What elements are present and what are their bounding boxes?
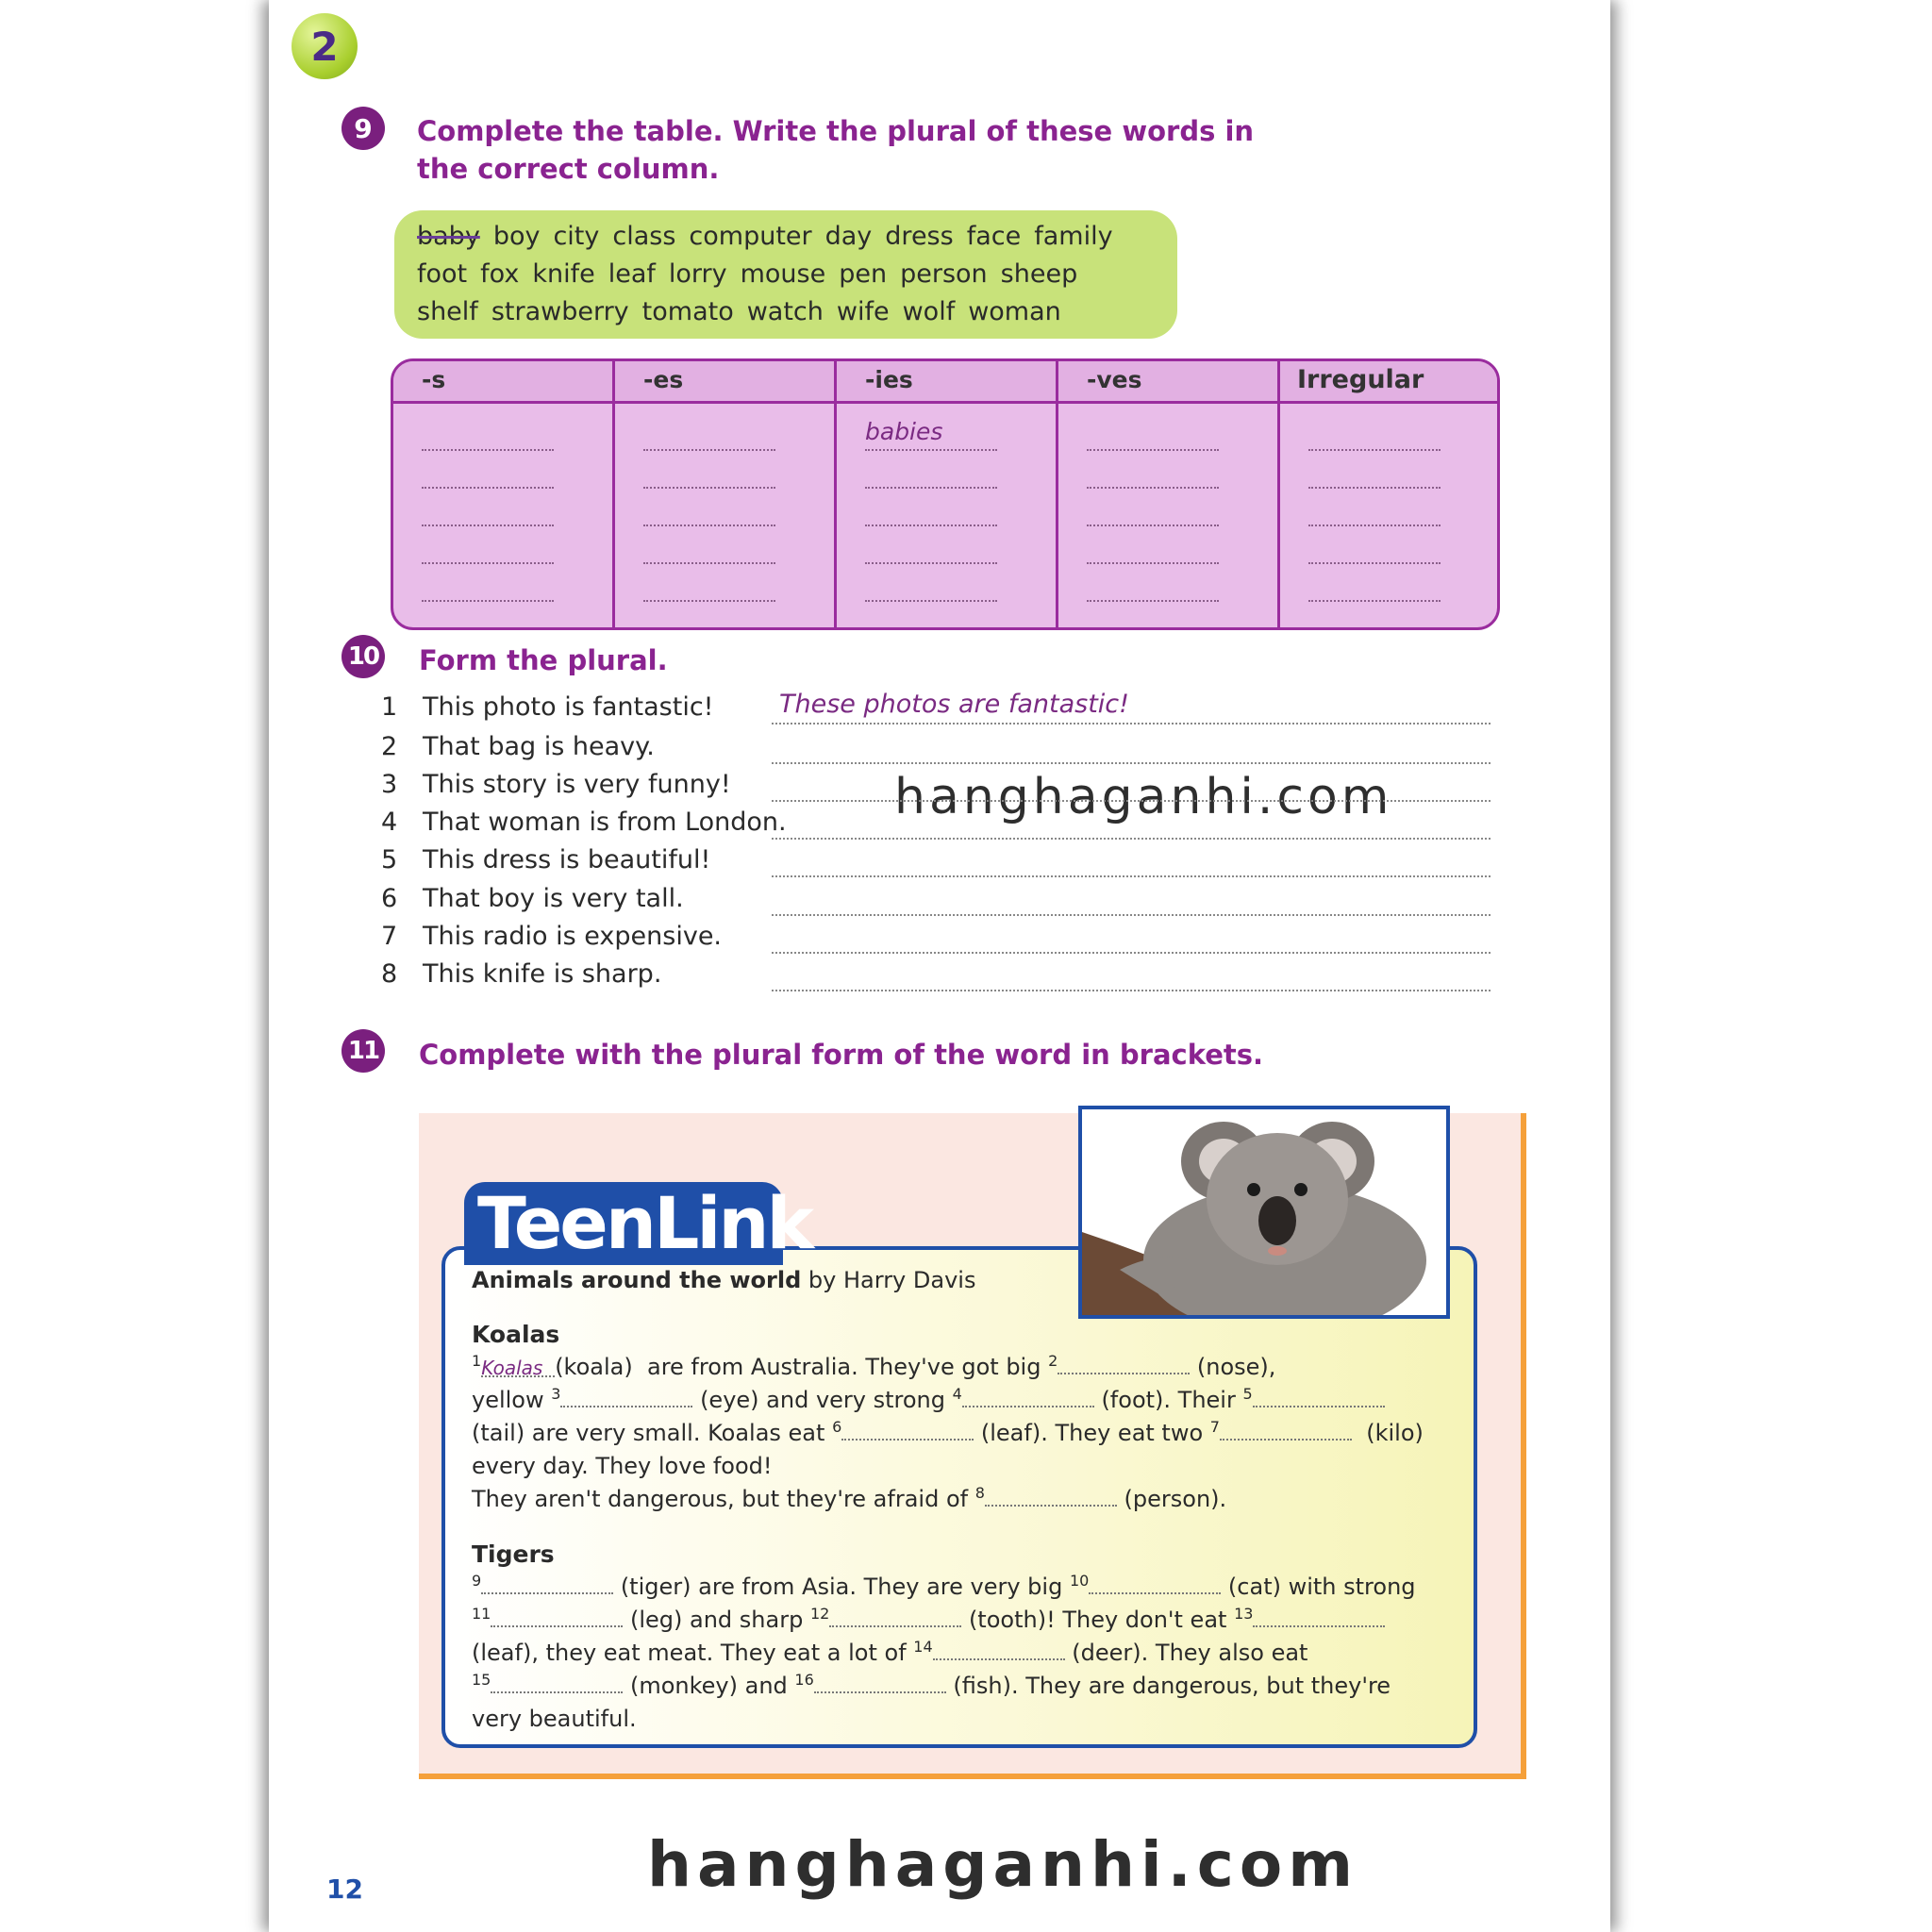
word-item: face xyxy=(966,222,1022,251)
article-text: (tooth)! They don't eat xyxy=(961,1607,1235,1633)
sentence-number: 7 xyxy=(381,922,398,951)
article-text: They aren't dangerous, but they're afraid of xyxy=(472,1486,975,1512)
gap-blank[interactable] xyxy=(814,1673,946,1693)
gap-number: 9 xyxy=(472,1572,482,1590)
gap-number: 12 xyxy=(809,1605,830,1623)
gap-number: 13 xyxy=(1234,1605,1254,1623)
table-column-header: -es xyxy=(615,361,834,404)
table-answer-slot[interactable] xyxy=(422,526,554,564)
table-answer-slot[interactable] xyxy=(643,413,775,451)
article-text: (foot). Their xyxy=(1093,1387,1243,1413)
article-text: (leaf). They eat two xyxy=(974,1420,1210,1446)
exercise-11-instruction: Complete with the plural form of the word in brackets. xyxy=(419,1039,1264,1071)
table-answer-slot[interactable] xyxy=(643,526,775,564)
word-item: wife xyxy=(836,297,890,326)
gap-blank[interactable] xyxy=(985,1486,1117,1507)
table-column-header: -s xyxy=(393,361,612,404)
table-answer-slot[interactable] xyxy=(1308,489,1441,526)
unit-number: 2 xyxy=(310,23,339,70)
article-title: Animals around the world xyxy=(472,1267,802,1293)
article-text: (person). xyxy=(1116,1486,1227,1512)
gap-number: 1 xyxy=(472,1352,482,1370)
gap-blank[interactable] xyxy=(1253,1607,1385,1627)
word-item: dress xyxy=(885,222,954,251)
exercise-11-number: 11 xyxy=(341,1029,385,1073)
word-item: day xyxy=(824,222,873,251)
sentence-text: That woman is from London. xyxy=(423,808,787,837)
word-item: lorry xyxy=(668,259,727,289)
gap-blank[interactable] xyxy=(1253,1387,1385,1407)
gap-blank[interactable] xyxy=(933,1640,1065,1660)
word-item: person xyxy=(900,259,988,289)
watermark-bottom: hanghaganhi.com xyxy=(647,1828,1358,1901)
article-line xyxy=(472,1453,773,1479)
sentence-number: 4 xyxy=(381,808,398,837)
exercise-9-number: 9 xyxy=(341,107,385,150)
table-column-header: Irregular xyxy=(1280,361,1500,404)
article-line xyxy=(472,1354,1275,1380)
word-box-line xyxy=(417,218,1155,256)
watermark-middle: hanghaganhi.com xyxy=(894,769,1393,825)
table-answer-slot[interactable] xyxy=(1308,564,1441,602)
table-column xyxy=(1058,361,1280,627)
article-text: every day. They love food! xyxy=(472,1453,773,1479)
exercise-9-instruction-line-1: Complete the table. Write the plural of these words in xyxy=(417,115,1255,147)
exercise-9-instruction-line-2: the correct column. xyxy=(417,153,720,185)
word-item: woman xyxy=(968,297,1061,326)
article-line xyxy=(472,1673,1391,1699)
word-item: city xyxy=(553,222,600,251)
word-item: knife xyxy=(532,259,595,289)
gap-number: 5 xyxy=(1242,1385,1253,1403)
gap-answer[interactable]: Koalas xyxy=(481,1357,555,1377)
word-item: computer xyxy=(689,222,812,251)
article-line xyxy=(472,1387,1385,1413)
table-answer-slot[interactable] xyxy=(1308,413,1441,451)
page-number: 12 xyxy=(326,1874,363,1905)
gap-number: 10 xyxy=(1069,1572,1090,1590)
sentence-answer-line[interactable] xyxy=(772,958,1491,991)
plural-table xyxy=(391,358,1500,630)
article-text: (koala) are from Australia. They've got big xyxy=(555,1354,1049,1380)
table-answer-slot[interactable] xyxy=(865,451,997,489)
article-text: (leg) and sharp xyxy=(623,1607,810,1633)
sentence-number: 5 xyxy=(381,845,398,874)
gap-blank[interactable] xyxy=(560,1387,692,1407)
table-answer-slot[interactable] xyxy=(643,489,775,526)
article-text: very beautiful. xyxy=(472,1706,637,1732)
article-text: (kilo) xyxy=(1351,1420,1424,1446)
word-item: pen xyxy=(839,259,888,289)
gap-blank[interactable] xyxy=(1220,1420,1352,1441)
sentence-number: 3 xyxy=(381,770,398,799)
table-answer-slot[interactable]: babies xyxy=(865,413,997,451)
article-text: (monkey) and xyxy=(623,1673,795,1699)
table-answer-slot[interactable] xyxy=(1308,451,1441,489)
article-line xyxy=(472,1706,637,1732)
article-line xyxy=(472,1640,1307,1666)
article-text: (tiger) are from Asia. They are very big xyxy=(613,1574,1070,1600)
table-answer-slot[interactable] xyxy=(422,564,554,602)
word-item: baby xyxy=(417,222,480,251)
table-answer-slot[interactable] xyxy=(1087,526,1219,564)
table-answer-slot[interactable] xyxy=(422,451,554,489)
sentence-number: 2 xyxy=(381,732,398,761)
exercise-9-instruction xyxy=(417,112,1254,188)
gap-blank[interactable] xyxy=(491,1607,623,1627)
word-item: family xyxy=(1034,222,1113,251)
gap-number: 15 xyxy=(472,1671,491,1689)
koalas-heading: Koalas xyxy=(472,1321,560,1348)
gap-number: 7 xyxy=(1209,1418,1220,1436)
article-text: (tail) are very small. Koalas eat xyxy=(472,1420,833,1446)
word-item: tomato xyxy=(641,297,734,326)
word-item: sheep xyxy=(1000,259,1078,289)
article-line xyxy=(472,1420,1424,1446)
unit-badge xyxy=(291,13,358,79)
table-answer-slot[interactable] xyxy=(643,564,775,602)
table-answer-slot[interactable] xyxy=(1087,489,1219,526)
table-column xyxy=(393,361,615,627)
sentence-text: This photo is fantastic! xyxy=(423,692,714,722)
table-answer-slot[interactable] xyxy=(1308,526,1441,564)
word-item: shelf xyxy=(417,297,478,326)
gap-number: 11 xyxy=(472,1605,491,1623)
article-text: (nose), xyxy=(1190,1354,1276,1380)
article-line xyxy=(472,1607,1385,1633)
gap-number: 8 xyxy=(974,1484,985,1502)
word-box xyxy=(394,210,1177,339)
table-answer-slot[interactable] xyxy=(865,526,997,564)
table-answer-slot[interactable] xyxy=(1087,451,1219,489)
gap-blank[interactable] xyxy=(491,1673,623,1693)
gap-number: 14 xyxy=(913,1638,933,1656)
sentence-answer-line[interactable]: These photos are fantastic! xyxy=(772,691,1491,724)
article-text: (deer). They also eat xyxy=(1064,1640,1308,1666)
table-column-header: -ies xyxy=(837,361,1056,404)
sentence-answer-line[interactable] xyxy=(772,882,1491,916)
article-text: yellow xyxy=(472,1387,552,1413)
exercise-10-number: 10 xyxy=(341,635,385,678)
sentence-answer-line[interactable] xyxy=(772,920,1491,954)
gap-blank[interactable] xyxy=(829,1607,961,1627)
gap-blank[interactable] xyxy=(481,1574,613,1594)
article-line xyxy=(472,1574,1416,1600)
gap-blank[interactable] xyxy=(1058,1354,1190,1374)
table-column xyxy=(837,361,1058,627)
table-answer-slot[interactable] xyxy=(1087,413,1219,451)
word-item: mouse xyxy=(740,259,826,289)
word-item: wolf xyxy=(902,297,956,326)
word-item: boy xyxy=(492,222,541,251)
gap-number: 16 xyxy=(794,1671,814,1689)
sentence-text: That bag is heavy. xyxy=(423,732,655,761)
sentence-answer-line[interactable] xyxy=(772,843,1491,877)
sentence-text: This radio is expensive. xyxy=(423,922,723,951)
word-item: strawberry xyxy=(491,297,629,326)
sentence-text: That boy is very tall. xyxy=(423,884,684,913)
table-answer-slot[interactable] xyxy=(1087,564,1219,602)
sentence-text: This dress is beautiful! xyxy=(423,845,711,874)
sentence-text: This knife is sharp. xyxy=(423,959,662,989)
article-text: (leaf), they eat meat. They eat a lot of xyxy=(472,1640,914,1666)
teenlink-logo: TeenLink xyxy=(464,1182,783,1265)
word-box-line xyxy=(417,293,1155,331)
gap-blank[interactable] xyxy=(1089,1574,1221,1594)
article-title-line xyxy=(472,1267,975,1293)
sentence-number: 8 xyxy=(381,959,398,989)
sentence-number: 1 xyxy=(381,692,398,722)
gap-number: 3 xyxy=(551,1385,561,1403)
exercise-10-instruction: Form the plural. xyxy=(419,644,668,676)
sentence-answer-line[interactable] xyxy=(772,730,1491,764)
article-text: (fish). They are dangerous, but they're xyxy=(945,1673,1391,1699)
table-answer-slot[interactable] xyxy=(643,451,775,489)
word-item: leaf xyxy=(608,259,656,289)
article-line xyxy=(472,1486,1226,1512)
koala-icon xyxy=(1082,1109,1446,1315)
sentence-text: This story is very funny! xyxy=(423,770,731,799)
word-item: fox xyxy=(480,259,520,289)
gap-number: 6 xyxy=(832,1418,842,1436)
table-answer-slot[interactable] xyxy=(865,564,997,602)
gap-blank[interactable] xyxy=(841,1420,974,1441)
table-answer-slot[interactable] xyxy=(865,489,997,526)
article-byline: by Harry Davis xyxy=(808,1267,976,1293)
table-column xyxy=(615,361,837,627)
word-item: foot xyxy=(417,259,468,289)
sentence-number: 6 xyxy=(381,884,398,913)
table-column-header: -ves xyxy=(1058,361,1277,404)
sentence-answer-line[interactable] xyxy=(772,806,1491,840)
gap-number: 2 xyxy=(1048,1352,1058,1370)
article-text: (eye) and very strong xyxy=(692,1387,953,1413)
sentence-answer-line[interactable] xyxy=(772,768,1491,802)
word-item: watch xyxy=(746,297,824,326)
article-text: (cat) with strong xyxy=(1221,1574,1416,1600)
tigers-heading: Tigers xyxy=(472,1541,555,1568)
table-column xyxy=(1280,361,1500,627)
gap-blank[interactable] xyxy=(962,1387,1094,1407)
word-item: class xyxy=(612,222,676,251)
table-answer-slot[interactable] xyxy=(422,489,554,526)
table-answer-slot[interactable] xyxy=(422,413,554,451)
gap-number: 4 xyxy=(952,1385,962,1403)
koala-photo xyxy=(1078,1106,1450,1319)
word-box-line xyxy=(417,256,1155,293)
